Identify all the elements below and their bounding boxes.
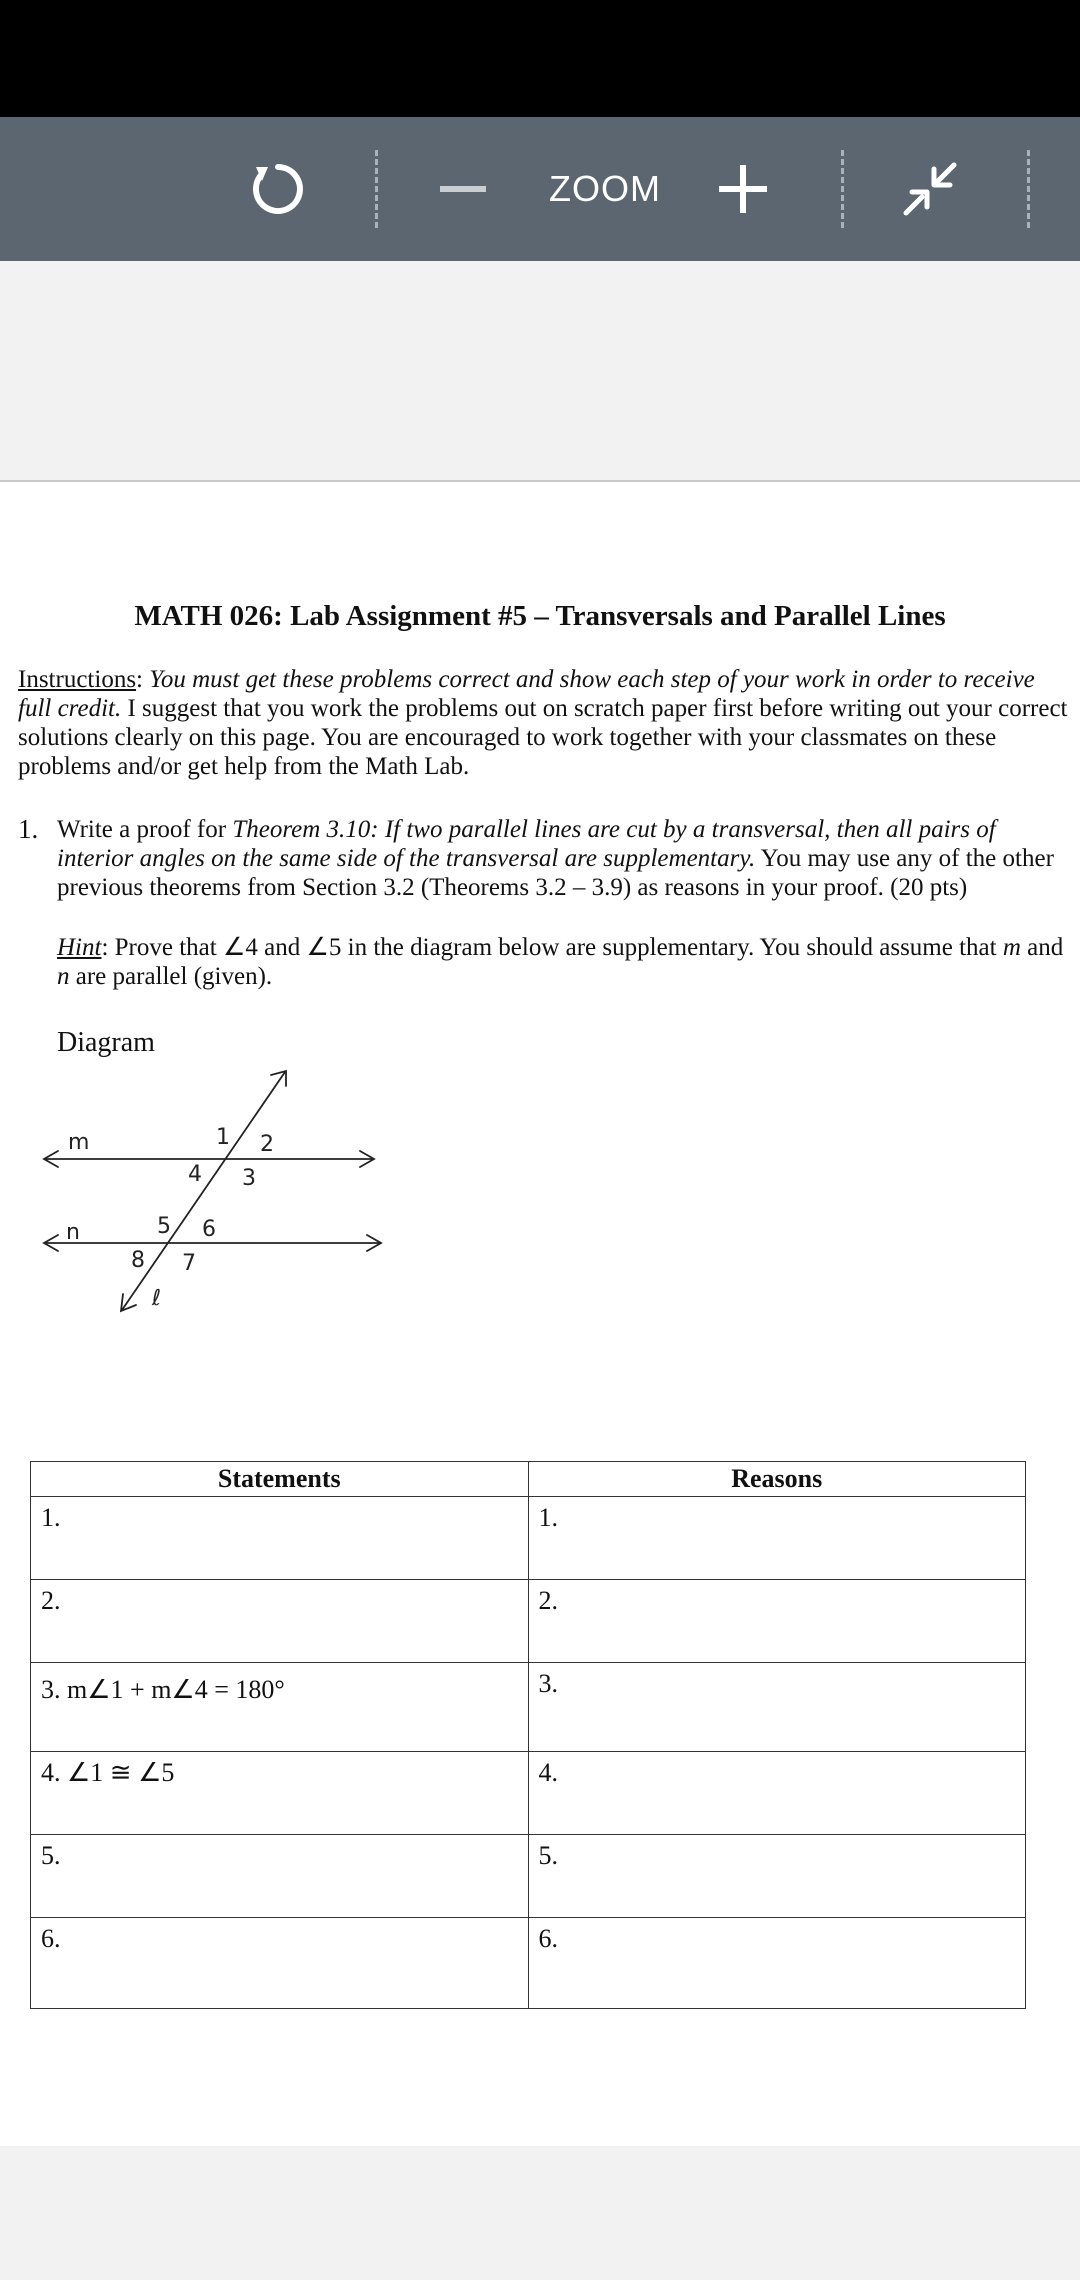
reason-cell[interactable]: 1. — [528, 1497, 1026, 1580]
statement-cell[interactable]: 3. m∠1 + m∠4 = 180° — [31, 1663, 529, 1752]
toolbar-divider — [375, 150, 378, 228]
reason-cell[interactable]: 5. — [528, 1835, 1026, 1918]
table-row — [31, 1918, 1026, 2009]
theorem-text: Theorem 3.10: If two parallel lines are cut by a transversal, then all pairs of interior angles on the same side of the transversal are supplementary. — [57, 816, 996, 872]
document-page — [0, 480, 1080, 2148]
toolbar-divider — [1027, 150, 1030, 228]
angle-7: 7 — [182, 1251, 196, 1276]
hint-paragraph — [57, 933, 1077, 991]
status-bar — [0, 0, 1080, 117]
reason-cell[interactable]: 2. — [528, 1580, 1026, 1663]
instructions-label: Instructions — [18, 666, 137, 693]
reason-cell[interactable]: 3. — [528, 1663, 1026, 1752]
angle-3: 3 — [242, 1166, 256, 1191]
statement-cell[interactable]: 6. — [31, 1918, 529, 2009]
hint-m: m — [1002, 934, 1021, 961]
table-row — [31, 1752, 1026, 1835]
angle-8: 8 — [131, 1248, 145, 1273]
refresh-icon[interactable] — [240, 117, 316, 261]
reason-cell[interactable]: 4. — [528, 1752, 1026, 1835]
hint-text-2: are parallel (given). — [75, 963, 273, 990]
diagram-label: Diagram — [57, 1027, 155, 1058]
statement-cell[interactable]: 5. — [31, 1835, 529, 1918]
label-transversal: ℓ — [152, 1286, 162, 1311]
table-row — [31, 1580, 1026, 1663]
question-number: 1. — [18, 814, 39, 844]
angle-1: 1 — [216, 1125, 230, 1150]
collapse-icon[interactable] — [900, 117, 960, 261]
hint-text: : Prove that ∠4 and ∠5 in the diagram below are supplementary. You should assume that — [101, 934, 997, 961]
instructions-text: I suggest that you work the problems out on scratch paper first before writing out your correct solutions clearly on this page. You are encouraged to work together with your classmates on these problems and/or get help from the Math Lab. — [18, 695, 1068, 780]
angle-5: 5 — [157, 1214, 171, 1239]
question-lead: Write a proof for — [57, 816, 227, 843]
pdf-toolbar — [0, 117, 1080, 261]
reasons-header: Reasons — [528, 1462, 1026, 1497]
angle-6: 6 — [202, 1217, 216, 1242]
hint-label: Hint — [57, 934, 102, 961]
transversal — [122, 1072, 285, 1310]
question-1-text — [57, 815, 1067, 902]
toolbar-divider — [841, 150, 844, 228]
table-row — [31, 1835, 1026, 1918]
document-title: MATH 026: Lab Assignment #5 – Transversals and Parallel Lines — [134, 600, 946, 632]
label-n: n — [66, 1220, 80, 1245]
hint-n: n — [57, 963, 70, 990]
reason-cell[interactable]: 6. — [528, 1918, 1026, 2009]
zoom-label: ZOOM — [549, 168, 661, 209]
angle-4: 4 — [188, 1162, 202, 1187]
statement-cell[interactable]: 1. — [31, 1497, 529, 1580]
question-rest: You may use any of the other previous theorems from Section 3.2 (Theorems 3.2 – 3.9) as reasons in your proof. (20 pts) — [57, 845, 1054, 901]
zoom-in-icon[interactable] — [718, 117, 768, 261]
table-row — [31, 1497, 1026, 1580]
instructions-italic: You must get these problems correct and show each step of your work in order to receive full credit. — [18, 666, 1035, 722]
hint-and: and — [1027, 934, 1064, 961]
table-header-row — [31, 1462, 1026, 1497]
page-gap-bottom — [0, 2146, 1080, 2280]
statement-cell[interactable]: 2. — [31, 1580, 529, 1663]
angle-2: 2 — [260, 1132, 274, 1157]
proof-table — [30, 1461, 1026, 2009]
zoom-out-icon[interactable] — [438, 117, 488, 261]
statement-cell[interactable]: 4. ∠1 ≅ ∠5 — [31, 1752, 529, 1835]
table-row — [31, 1663, 1026, 1752]
label-m: m — [68, 1130, 90, 1155]
page-gap — [0, 261, 1080, 479]
parallel-lines-diagram — [30, 1067, 400, 1322]
instructions-paragraph: Instructions: You must get these problems correct and show each step of your work in order to receive full credit. I suggest that you work the problems out on scratch paper first before writing out your correct solutions clearly on this page. You are encouraged to work together with your classmates on these problems and/or get help from the Math Lab. — [18, 666, 1068, 780]
statements-header: Statements — [31, 1462, 529, 1497]
